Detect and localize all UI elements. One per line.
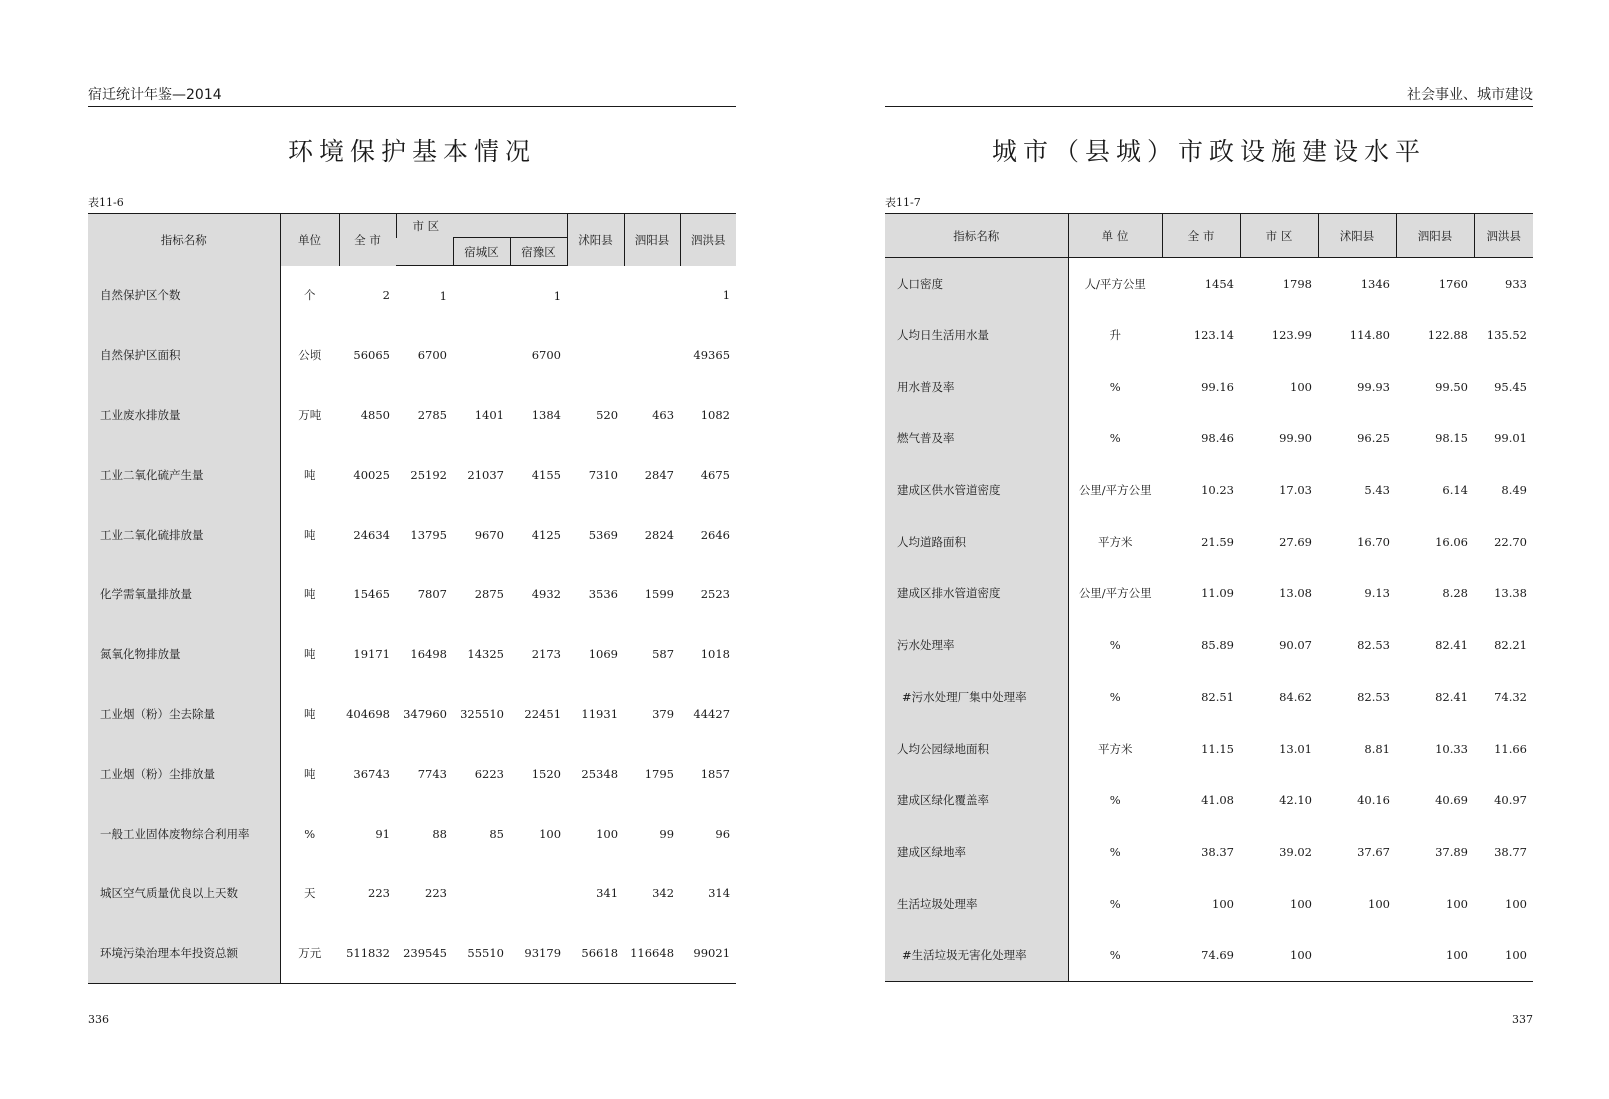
row-unit: % (1109, 844, 1121, 859)
cell-value: 1454 (1204, 276, 1234, 291)
row-unit: 吨 (304, 587, 316, 602)
cell-value: 347960 (403, 706, 447, 721)
cell-value: 15465 (353, 587, 390, 602)
table-row (88, 385, 736, 445)
cell-value (453, 266, 510, 326)
cell-value: 27.69 (1279, 534, 1312, 549)
cell-value: 379 (652, 706, 675, 721)
cell-value: 122.88 (1427, 328, 1468, 343)
row-unit: 万吨 (298, 407, 322, 422)
cell-value: 13.38 (1494, 586, 1527, 601)
cell-value: 5369 (588, 527, 619, 542)
cell-value: 2523 (700, 587, 731, 602)
header-unit: 单 位 (1068, 214, 1162, 258)
cell-value: 114.80 (1349, 328, 1390, 343)
row-label: 污水处理率 (885, 619, 1068, 671)
cell-value: 314 (708, 886, 731, 901)
cell-value: 7310 (588, 467, 619, 482)
cell-value: 100 (1290, 948, 1312, 963)
cell-value: 1795 (644, 766, 675, 781)
table-row (88, 863, 736, 923)
cell-value: 1 (722, 288, 731, 303)
row-unit: 升 (1109, 328, 1121, 343)
cell-value: 2646 (700, 527, 731, 542)
cell-value: 16.70 (1357, 534, 1390, 549)
row-label: 化学需氧量排放量 (88, 564, 280, 624)
cell-value: 223 (368, 886, 390, 901)
cell-value: 38.77 (1494, 844, 1527, 859)
cell-value: 1798 (1282, 276, 1312, 291)
cell-value: 99.01 (1494, 431, 1527, 446)
cell-value: 7807 (417, 587, 447, 602)
table-row (885, 516, 1533, 568)
table-row (885, 361, 1533, 413)
cell-value: 25192 (410, 467, 447, 482)
row-label: 人均日生活用水量 (885, 309, 1068, 361)
row-unit: % (1109, 793, 1121, 808)
cell-value: 933 (1505, 276, 1527, 291)
cell-value: 16.06 (1435, 534, 1468, 549)
cell-value: 55510 (467, 945, 504, 960)
table-row (885, 258, 1533, 310)
table-row (885, 413, 1533, 465)
cell-value: 13.08 (1279, 586, 1312, 601)
table-row (88, 684, 736, 744)
running-head-left: 宿迁统计年鉴—2014 (88, 84, 736, 107)
cell-value: 40.16 (1357, 793, 1390, 808)
cell-value (453, 863, 510, 923)
cell-value: 1 (553, 288, 562, 303)
cell-value: 1857 (700, 766, 731, 781)
cell-value (453, 325, 510, 385)
cell-value: 13795 (410, 527, 447, 542)
row-unit: % (1109, 896, 1121, 911)
cell-value: 42.10 (1279, 793, 1312, 808)
cell-value (567, 325, 624, 385)
cell-value: 463 (652, 407, 675, 422)
table-row (885, 671, 1533, 723)
table-row (885, 774, 1533, 826)
cell-value: 3536 (588, 587, 619, 602)
header-urban: 市 区 (396, 214, 567, 238)
cell-value: 49365 (693, 348, 731, 363)
row-label: 工业二氧化硫排放量 (88, 505, 280, 565)
cell-value: 511832 (346, 945, 390, 960)
cell-value: 1384 (531, 407, 562, 422)
header-siyang: 泗阳县 (624, 214, 680, 266)
row-unit: % (304, 826, 316, 841)
cell-value: 6700 (417, 348, 447, 363)
cell-value: 90.07 (1279, 638, 1312, 653)
cell-value: 25348 (581, 766, 619, 781)
cell-value: 84.62 (1279, 689, 1312, 704)
row-label: 建成区绿化覆盖率 (885, 774, 1068, 826)
cell-value: 99.16 (1201, 379, 1234, 394)
cell-value: 100 (1446, 948, 1468, 963)
row-label: #生活垃圾无害化处理率 (885, 929, 1068, 981)
header-sucheng: 宿城区 (453, 238, 510, 266)
cell-value: 1401 (474, 407, 504, 422)
cell-value: 4155 (531, 467, 562, 482)
cell-value: 2875 (474, 587, 504, 602)
page-title-right: 城市（县城）市政设施建设水平 (991, 137, 1426, 166)
cell-value: 37.89 (1435, 844, 1468, 859)
cell-value: 19171 (353, 647, 390, 662)
row-label: 人均道路面积 (885, 516, 1068, 568)
row-label: 建成区排水管道密度 (885, 568, 1068, 620)
page-number-left: 336 (88, 1013, 109, 1026)
row-unit: 公顷 (298, 348, 322, 363)
row-unit: % (1109, 948, 1121, 963)
page-number-right: 337 (1512, 1013, 1533, 1026)
row-label: #污水处理厂集中处理率 (885, 671, 1068, 723)
cell-value: 88 (432, 826, 447, 841)
row-label: 建成区绿地率 (885, 826, 1068, 878)
cell-value: 100 (539, 826, 562, 841)
cell-value: 4850 (360, 407, 390, 422)
table-row (88, 744, 736, 804)
header-name: 指标名称 (885, 214, 1068, 258)
cell-value: 587 (652, 647, 675, 662)
cell-value: 36743 (353, 766, 390, 781)
table-row (885, 309, 1533, 361)
cell-value: 223 (425, 886, 447, 901)
cell-value: 6700 (531, 348, 562, 363)
cell-value (510, 863, 567, 923)
cell-value: 100 (1446, 896, 1468, 911)
cell-value: 99.93 (1357, 379, 1390, 394)
row-unit: 万元 (298, 945, 322, 960)
row-unit: 公里/平方公里 (1078, 483, 1152, 498)
row-unit: % (1109, 638, 1121, 653)
row-unit: 吨 (304, 766, 316, 781)
table-number-left: 表11-6 (88, 196, 124, 209)
cell-value: 5.43 (1364, 483, 1390, 498)
header-sihong: 泗洪县 (680, 214, 736, 266)
cell-value: 1 (439, 288, 447, 303)
cell-value: 1082 (700, 407, 731, 422)
table-row (885, 568, 1533, 620)
header-unit: 单位 (280, 214, 339, 266)
cell-value: 95.45 (1494, 379, 1527, 394)
table-row (885, 929, 1533, 981)
row-label: 工业二氧化硫产生量 (88, 445, 280, 505)
cell-value: 9.13 (1364, 586, 1390, 601)
table-number-right: 表11-7 (885, 196, 921, 209)
municipal-facilities-table (885, 213, 1533, 982)
header-shuyang: 沭阳县 (1318, 214, 1396, 258)
header-siyang: 泗阳县 (1396, 214, 1474, 258)
cell-value: 2 (382, 288, 390, 303)
cell-value: 96 (715, 826, 731, 841)
row-unit: 个 (304, 288, 316, 303)
cell-value: 40.97 (1494, 793, 1527, 808)
cell-value: 4932 (531, 587, 562, 602)
cell-value: 22451 (524, 706, 562, 721)
cell-value: 40025 (353, 467, 390, 482)
cell-value: 404698 (346, 706, 390, 721)
row-unit: 吨 (304, 647, 316, 662)
cell-value (624, 325, 680, 385)
cell-value: 2785 (417, 407, 447, 422)
cell-value: 44427 (693, 706, 731, 721)
cell-value: 99 (659, 826, 675, 841)
cell-value: 2847 (644, 467, 675, 482)
cell-value: 100 (1290, 379, 1312, 394)
row-unit: 平方米 (1098, 534, 1133, 549)
cell-value: 1520 (531, 766, 562, 781)
cell-value: 82.51 (1201, 689, 1234, 704)
header-urban: 市 区 (1240, 214, 1318, 258)
cell-value: 4125 (531, 527, 562, 542)
cell-value: 96.25 (1357, 431, 1390, 446)
cell-value: 85 (489, 826, 504, 841)
row-label: 燃气普及率 (885, 413, 1068, 465)
row-unit: % (1109, 689, 1121, 704)
cell-value: 100 (1212, 896, 1234, 911)
cell-value: 100 (596, 826, 619, 841)
cell-value: 325510 (460, 706, 504, 721)
cell-value: 4675 (700, 467, 731, 482)
cell-value: 82.21 (1494, 638, 1527, 653)
header-name: 指标名称 (88, 214, 280, 266)
cell-value: 93179 (524, 945, 562, 960)
cell-value: 100 (1290, 896, 1312, 911)
table-row (885, 723, 1533, 775)
row-label: 人均公园绿地面积 (885, 723, 1068, 775)
row-unit: % (1109, 431, 1121, 446)
cell-value: 82.41 (1435, 689, 1468, 704)
cell-value: 16498 (410, 647, 447, 662)
environment-table (88, 213, 736, 984)
row-label: 工业烟（粉）尘排放量 (88, 744, 280, 804)
cell-value: 82.53 (1357, 689, 1390, 704)
row-label: 用水普及率 (885, 361, 1068, 413)
cell-value: 22.70 (1494, 534, 1527, 549)
cell-value: 40.69 (1435, 793, 1468, 808)
cell-value: 100 (1505, 948, 1527, 963)
cell-value: 116648 (630, 945, 675, 960)
cell-value: 520 (596, 407, 619, 422)
cell-value: 123.99 (1271, 328, 1312, 343)
left-page (88, 0, 736, 1099)
cell-value: 99021 (693, 945, 731, 960)
row-label: 自然保护区个数 (88, 266, 280, 326)
cell-value: 11.66 (1494, 741, 1527, 756)
cell-value: 2173 (531, 647, 562, 662)
cell-value: 37.67 (1357, 844, 1390, 859)
cell-value: 100 (1368, 896, 1390, 911)
page-title-left: 环境保护基本情况 (287, 137, 536, 166)
row-label: 环境污染治理本年投资总额 (88, 923, 280, 983)
cell-value: 1018 (700, 647, 731, 662)
right-page (885, 0, 1533, 1099)
row-label: 工业废水排放量 (88, 385, 280, 445)
table-row (885, 464, 1533, 516)
cell-value: 74.32 (1494, 689, 1527, 704)
header-city: 全 市 (339, 214, 396, 266)
cell-value: 7743 (417, 766, 447, 781)
cell-value: 11.15 (1201, 741, 1234, 756)
cell-value: 1760 (1438, 276, 1468, 291)
cell-value: 21037 (467, 467, 504, 482)
row-unit: 天 (304, 886, 316, 901)
cell-value: 14325 (467, 647, 504, 662)
cell-value: 6223 (474, 766, 504, 781)
row-label: 人口密度 (885, 258, 1068, 310)
table-row (885, 619, 1533, 671)
cell-value: 1599 (644, 587, 675, 602)
row-unit: 公里/平方公里 (1078, 586, 1152, 601)
table-row (88, 624, 736, 684)
cell-value: 9670 (474, 527, 504, 542)
cell-value: 2824 (644, 527, 675, 542)
cell-value: 39.02 (1279, 844, 1312, 859)
cell-value: 82.53 (1357, 638, 1390, 653)
row-label: 生活垃圾处理率 (885, 878, 1068, 930)
cell-value: 99.50 (1435, 379, 1468, 394)
cell-value (567, 266, 624, 326)
cell-value: 239545 (403, 945, 447, 960)
cell-value: 342 (652, 886, 675, 901)
header-sihong: 泗洪县 (1474, 214, 1533, 258)
cell-value: 1069 (588, 647, 619, 662)
cell-value: 10.23 (1201, 483, 1234, 498)
cell-value: 6.14 (1442, 483, 1468, 498)
cell-value: 1346 (1360, 276, 1390, 291)
cell-value: 56618 (581, 945, 619, 960)
cell-value: 17.03 (1279, 483, 1312, 498)
row-unit: % (1109, 379, 1121, 394)
cell-value: 8.28 (1442, 586, 1468, 601)
cell-value: 10.33 (1435, 741, 1468, 756)
row-label: 城区空气质量优良以上天数 (88, 863, 280, 923)
cell-value: 85.89 (1201, 638, 1234, 653)
table-row (88, 325, 736, 385)
row-label: 建成区供水管道密度 (885, 464, 1068, 516)
table-row (88, 505, 736, 565)
cell-value: 98.15 (1435, 431, 1468, 446)
row-unit: 吨 (304, 527, 316, 542)
table-row (88, 445, 736, 505)
cell-value: 8.81 (1364, 741, 1390, 756)
table-row (88, 266, 736, 326)
cell-value: 24634 (353, 527, 390, 542)
cell-value: 11931 (581, 706, 619, 721)
row-label: 自然保护区面积 (88, 325, 280, 385)
row-label: 工业烟（粉）尘去除量 (88, 684, 280, 744)
table-row (885, 826, 1533, 878)
cell-value: 41.08 (1201, 793, 1234, 808)
row-label: 一般工业固体废物综合利用率 (88, 804, 280, 864)
header-suyu: 宿豫区 (510, 238, 567, 266)
row-label: 氮氧化物排放量 (88, 624, 280, 684)
cell-value: 341 (596, 886, 619, 901)
cell-value: 74.69 (1201, 948, 1234, 963)
row-unit: 人/平方公里 (1084, 276, 1146, 291)
table-row (88, 804, 736, 864)
cell-value: 8.49 (1501, 483, 1527, 498)
cell-value: 13.01 (1279, 741, 1312, 756)
cell-value: 100 (1505, 896, 1527, 911)
table-row (88, 564, 736, 624)
cell-value (624, 266, 680, 326)
cell-value: 38.37 (1201, 844, 1234, 859)
cell-value: 135.52 (1486, 328, 1527, 343)
cell-value: 56065 (353, 348, 390, 363)
header-shuyang: 沭阳县 (567, 214, 624, 266)
table-row (88, 923, 736, 983)
cell-value: 11.09 (1201, 586, 1234, 601)
cell-value: 98.46 (1201, 431, 1234, 446)
header-city: 全 市 (1162, 214, 1240, 258)
cell-value (1318, 929, 1396, 981)
table-row (885, 878, 1533, 930)
row-unit: 平方米 (1098, 741, 1133, 756)
cell-value: 21.59 (1201, 534, 1234, 549)
running-head-right: 社会事业、城市建设 (885, 84, 1533, 107)
cell-value: 82.41 (1435, 638, 1468, 653)
cell-value: 123.14 (1193, 328, 1234, 343)
cell-value: 91 (375, 826, 390, 841)
row-unit: 吨 (304, 706, 316, 721)
cell-value: 99.90 (1279, 431, 1312, 446)
row-unit: 吨 (304, 467, 316, 482)
